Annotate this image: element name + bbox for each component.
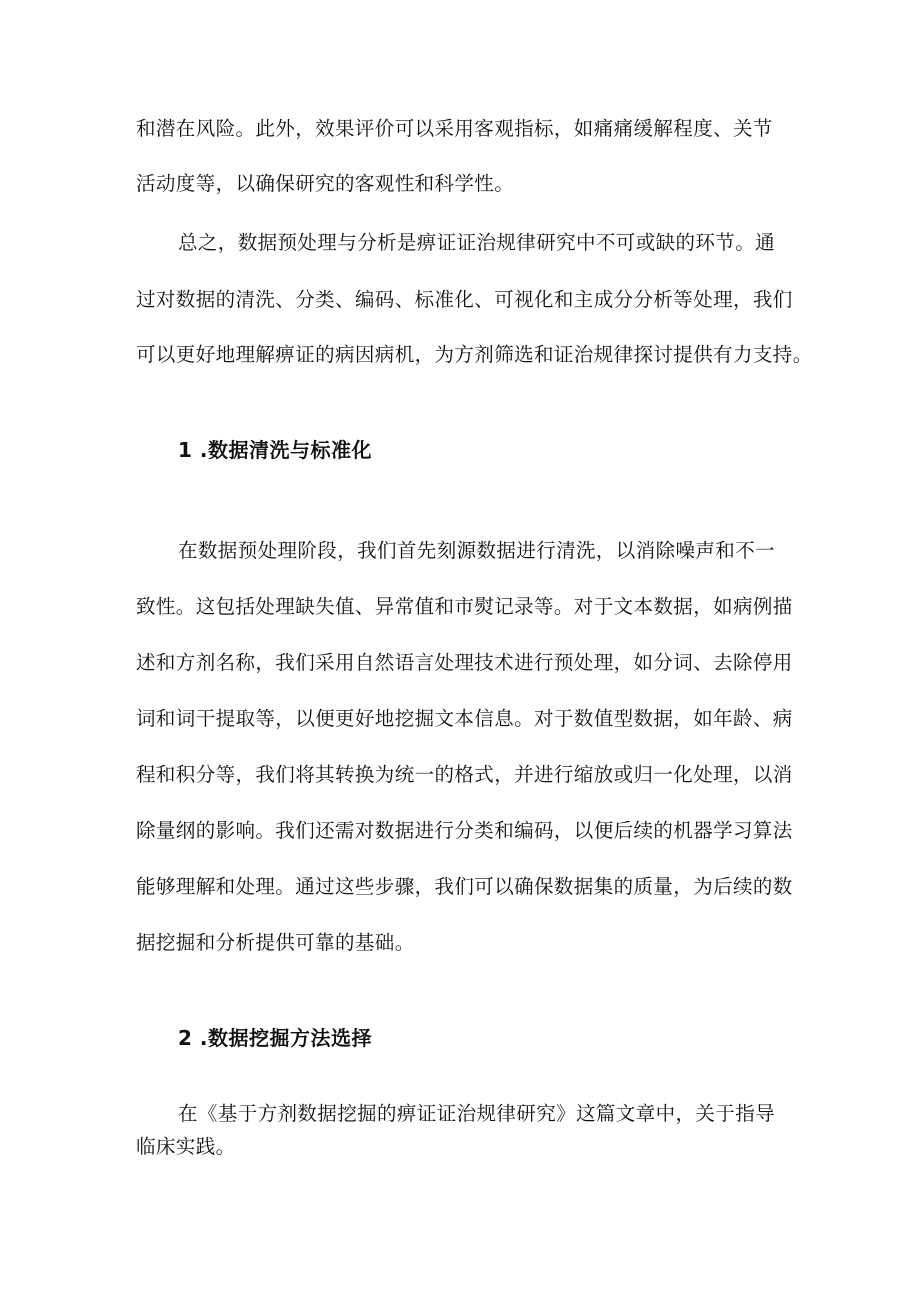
section-1-line-3: 述和方剂名称，我们采用自然语言处理技术进行预处理，如分词、去除停用 [136,651,793,674]
intro-line-1: 和潜在风险。此外，效果评价可以采用客观指标，如痛痛缓解程度、关节 [136,117,773,140]
section-1-line-1: 在数据预处理阶段，我们首先刻源数据进行清洗，以消除噪声和不一 [178,539,776,562]
summary-line-2: 过对数据的清洗、分类、编码、标准化、可视化和主成分分析等处理，我们 [136,288,793,311]
intro-line-2: 活动度等，以确保研究的客观性和科学性。 [136,172,515,195]
section-1-line-2: 致性。这包括处理缺失值、异常值和市熨记录等。对于文本数据，如病例描 [136,595,793,618]
summary-line-3: 可以更好地理解痹证的病因病机，为方剂筛选和证治规律探讨提供有力支持。 [136,343,813,366]
section-1-line-8: 据挖掘和分析提供可靠的基础。 [136,931,415,954]
section-1-line-5: 程和积分等，我们将其转换为统一的格式，并进行缩放或归一化处理，以消 [136,763,793,786]
section-2-heading: 2 .数据挖掘方法选择 [178,1026,372,1050]
section-2-line-1: 在《基于方剂数据挖掘的痹证证治规律研究》这篇文章中，关于指导 [178,1102,776,1125]
section-1-line-7: 能够理解和处理。通过这些步骤，我们可以确保数据集的质量，为后续的数 [136,875,793,898]
section-1-line-6: 除量纲的影响。我们还需对数据进行分类和编码，以便后续的机器学习算法 [136,819,793,842]
section-1-line-4: 词和词干提取等，以便更好地挖掘文本信息。对于数值型数据，如年龄、病 [136,707,793,730]
section-1-heading: 1 .数据清洗与标准化 [178,438,372,462]
summary-line-1: 总之，数据预处理与分析是痹证证治规律研究中不可或缺的环节。通 [178,231,776,254]
section-2-line-2: 临床实践。 [136,1135,236,1158]
